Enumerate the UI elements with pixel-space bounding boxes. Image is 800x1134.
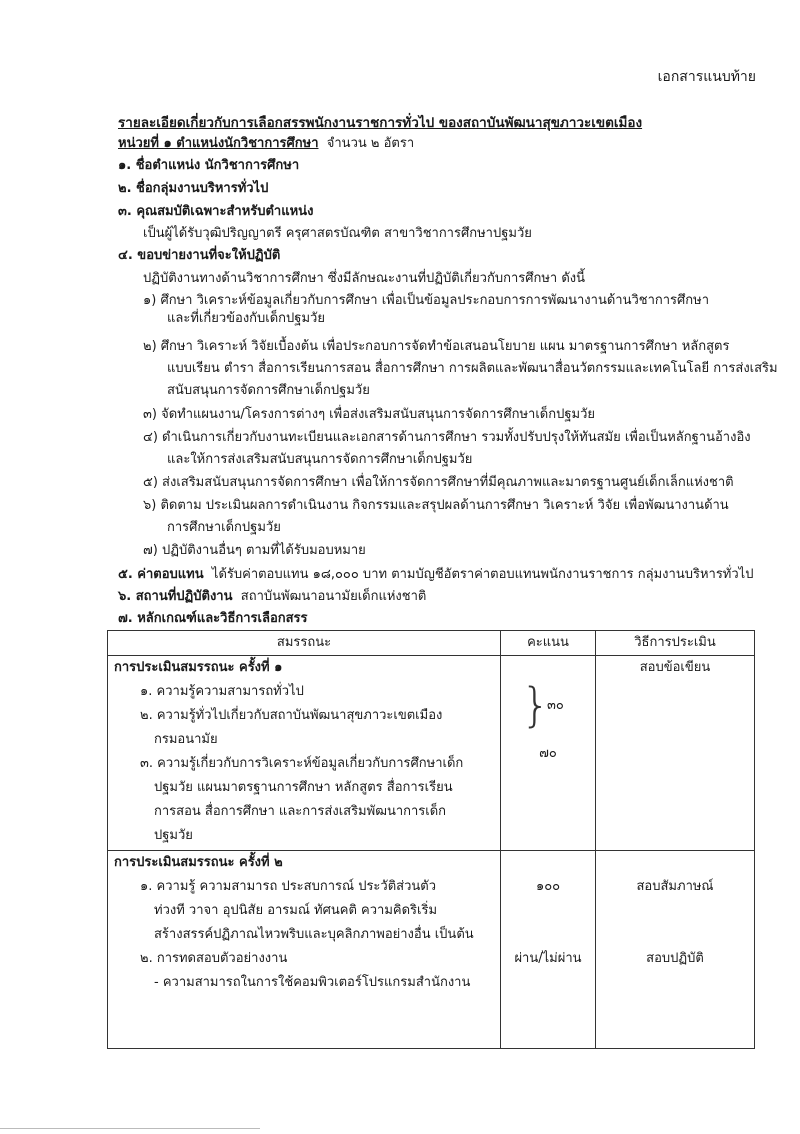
round-1-method: สอบข้อเขียน [639, 660, 711, 675]
section-5-compensation: ๕. ค่าตอบแทน ได้รับค่าตอบแทน ๑๘,๐๐๐ บาท ตามบัญชีอัตราค่าตอบแทนพนักงานราชการ กลุ่มงานบริหารทั่วไป [118, 567, 754, 582]
round-1-item-3: ๓. ความรู้เกี่ยวกับการวิเคราะห์ข้อมูลเกี่ยวกับการศึกษาเด็ก ปฐมวัย แผนมาตรฐานการศึกษา หลักสูตร สื่อการเรียน การสอน สื่อการศึกษา และการส่งเสริมพัฒนาการเด็ก ปฐมวัย [140, 756, 464, 843]
section-2-group: ๒. ชื่อกลุ่มงานบริหารทั่วไป [118, 181, 269, 196]
duty-item-7: ๗) ปฏิบัติงานอื่นๆ ตามที่ได้รับมอบหมาย [143, 543, 366, 558]
round-2-title: การประเมินสมรรถนะ ครั้งที่ ๒ [114, 855, 283, 870]
round-1-item-1: ๑. ความรู้ความสามารถทั่วไป [140, 684, 304, 699]
round-1-title: การประเมินสมรรถนะ ครั้งที่ ๑ [114, 660, 283, 675]
round-2-method-1: สอบสัมภาษณ์ [636, 879, 714, 894]
round-1-score-item-3: ๗๐ [539, 746, 557, 761]
round-2-score-1: ๑๐๐ [535, 879, 561, 894]
round-2-item-1: ๑. ความรู้ ความสามารถ ประสบการณ์ ประวัติส่วนตัว ท่วงที วาจา อุปนิสัย อารมณ์ ทัศนคติ ความคิดริเริ่ม สร้างสรรค์ปฏิภาณไหวพริบและบุคลิกภาพอย่างอื่น เป็นต้น [140, 879, 474, 942]
round-2-item-2-sub: - ความสามารถในการใช้คอมพิวเตอร์โปรแกรมสำนักงาน [154, 975, 471, 990]
table-row-round-1 [108, 656, 755, 851]
annex-label: เอกสารแนบท้าย [657, 69, 756, 85]
document-title: รายละเอียดเกี่ยวกับการเลือกสรรพนักงานราชการทั่วไป ของสถาบันพัฒนาสุขภาวะเขตเมือง [118, 115, 643, 131]
round-2-method-2: สอบปฏิบัติ [646, 951, 704, 966]
unit-label: หน่วยที่ ๑ ตำแหน่งนักวิชาการศึกษา [118, 136, 319, 151]
brace-icon: } [521, 678, 551, 732]
duty-item-5: ๕) ส่งเสริมสนับสนุนการจัดการศึกษา เพื่อให้การจัดการศึกษาที่มีคุณภาพและมาตรฐานศูนย์เด็กเล็กแห่งชาติ [143, 475, 734, 490]
section-6-workplace: ๖. สถานที่ปฏิบัติงาน สถาบันพัฒนาอนามัยเด็กแห่งชาติ [118, 589, 427, 604]
round-1-item-2-cont: กรมอนามัย [154, 732, 218, 747]
table-header-row [108, 631, 755, 656]
selection-criteria-table [107, 630, 755, 1049]
duty-item-1: ๑) ศึกษา วิเคราะห์ข้อมูลเกี่ยวกับการศึกษา เพื่อเป็นข้อมูลประกอบการการพัฒนางานด้านวิชาการศึกษา และที่เกี่ยวข้องกับเด็กปฐมวัย [143, 293, 710, 326]
duty-item-6: ๖) ติดตาม ประเมินผลการดำเนินงาน กิจกรรมและสรุปผลด้านการศึกษา วิเคราะห์ วิจัย เพื่อพัฒนางานด้าน การศึกษาเด็กปฐมวัย [143, 498, 729, 535]
section-4-intro: ปฏิบัติงานทางด้านวิชาการศึกษา ซึ่งมีลักษณะงานที่ปฏิบัติเกี่ยวกับการศึกษา ดังนี้ [143, 271, 586, 286]
section-4-scope: ๔. ขอบข่ายงานที่จะให้ปฏิบัติ [118, 248, 281, 263]
duty-item-2: ๒) ศึกษา วิเคราะห์ วิจัยเบื้องต้น เพื่อประกอบการจัดทำข้อเสนอนโยบาย แผน มาตรฐานการศึกษา หลักสูตร แบบเรียน ตำรา สื่อการเรียนการสอน สื่อการศึกษา การผลิตและพัฒนาสื่อนวัตกรรมและเทคโนโลยี การส่งเสริม สนับสนุนการจัดการศึกษาเด็กปฐมวัย [143, 339, 778, 398]
unit-count: จำนวน ๒ อัตรา [326, 136, 415, 151]
round-1-item-2: ๒. ความรู้ทั่วไปเกี่ยวกับสถาบันพัฒนาสุขภาวะเขตเมือง [140, 708, 443, 723]
round-2-score-2: ผ่าน/ไม่ผ่าน [514, 951, 582, 966]
page-edge-line [0, 1128, 260, 1129]
table-row-round-2 [108, 851, 755, 1049]
round-2-item-2: ๒. การทดสอบตัวอย่างงาน [140, 951, 288, 966]
section-1-position: ๑. ชื่อตำแหน่ง นักวิชาการศึกษา [118, 158, 300, 173]
duty-item-4: ๔) ดำเนินการเกี่ยวกับงานทะเบียนและเอกสารด้านการศึกษา รวมทั้งปรับปรุงให้ทันสมัย เพื่อเป็นหลักฐานอ้างอิง และให้การส่งเสริมสนับสนุนการจัดการศึกษาเด็กปฐมวัย [143, 430, 751, 467]
header-method: วิธีการประเมิน [596, 631, 755, 656]
unit-line [118, 135, 414, 153]
round-1-score-items-1-2: ๓๐ [547, 698, 564, 713]
header-competency: สมรรถนะ [108, 631, 501, 656]
duty-item-3: ๓) จัดทำแผนงาน/โครงการต่างๆ เพื่อส่งเสริมสนับสนุนการจัดการศึกษาเด็กปฐมวัย [143, 407, 596, 422]
header-score: คะแนน [501, 631, 596, 656]
section-3-text: เป็นผู้ได้รับวุฒิปริญญาตรี ครุศาสตรบัณฑิต สาขาวิชาการศึกษาปฐมวัย [143, 226, 532, 241]
section-3-qualifications: ๓. คุณสมบัติเฉพาะสำหรับตำแหน่ง [118, 204, 314, 219]
section-7-criteria: ๗. หลักเกณฑ์และวิธีการเลือกสรร [118, 611, 308, 626]
